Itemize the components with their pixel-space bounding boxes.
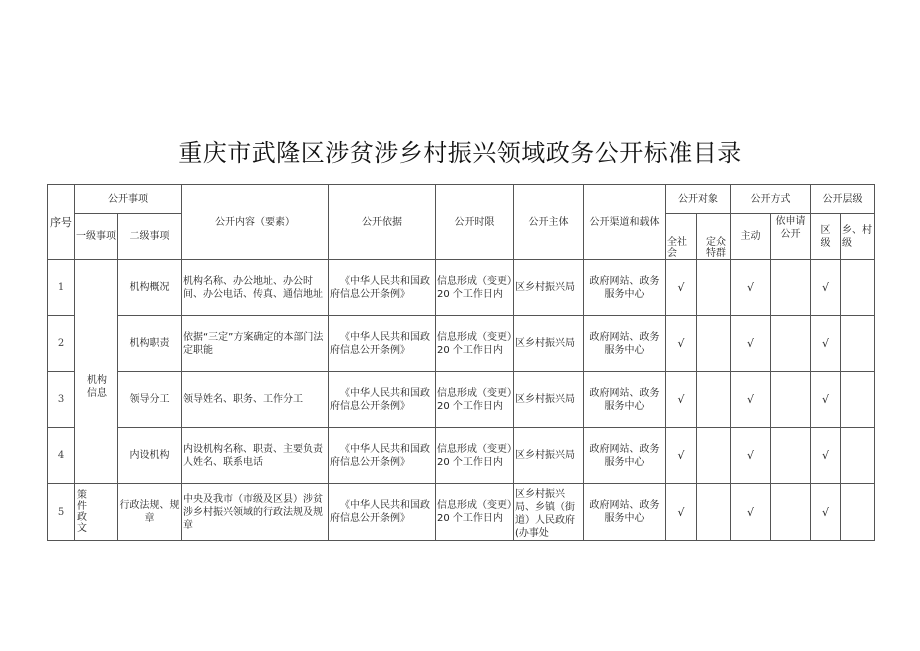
row-check-all: √ bbox=[666, 484, 697, 541]
row-check-all: √ bbox=[666, 428, 697, 484]
row-content: 领导姓名、职务、工作分工 bbox=[182, 372, 329, 428]
row-check-town bbox=[841, 372, 875, 428]
row-check-request bbox=[771, 484, 811, 541]
row-check-request bbox=[771, 316, 811, 372]
row-check-all: √ bbox=[666, 372, 697, 428]
header-basis: 公开依据 bbox=[329, 185, 436, 260]
header-level-district: 区级 bbox=[811, 214, 841, 260]
row-check-district: √ bbox=[811, 428, 841, 484]
header-row-1 bbox=[48, 185, 875, 214]
row-channel: 政府网站、政务服务中心 bbox=[584, 428, 666, 484]
row-channel: 政府网站、政务服务中心 bbox=[584, 372, 666, 428]
row-check-specific bbox=[697, 428, 731, 484]
row-check-specific bbox=[697, 484, 731, 541]
header-method-group: 公开方式 bbox=[731, 185, 811, 214]
table-row bbox=[48, 260, 875, 316]
row-seq: 1 bbox=[48, 260, 75, 316]
row-level2: 机构职责 bbox=[118, 316, 182, 372]
group-level1 bbox=[75, 260, 118, 484]
row-check-request bbox=[771, 372, 811, 428]
row-subject: 区乡村振兴局 bbox=[514, 260, 584, 316]
row-content: 内设机构名称、职责、主要负责人姓名、联系电话 bbox=[182, 428, 329, 484]
header-items-group: 公开事项 bbox=[75, 185, 182, 214]
row-content: 依据“三定”方案确定的本部门法定职能 bbox=[182, 316, 329, 372]
row-check-active: √ bbox=[731, 484, 771, 541]
header-target-group: 公开对象 bbox=[666, 185, 731, 214]
table-row bbox=[48, 428, 875, 484]
row-check-district: √ bbox=[811, 316, 841, 372]
row-check-specific bbox=[697, 260, 731, 316]
row-seq: 5 bbox=[48, 484, 75, 541]
table-row bbox=[48, 372, 875, 428]
row-check-active: √ bbox=[731, 316, 771, 372]
row-level2: 领导分工 bbox=[118, 372, 182, 428]
header-method-request: 依申请公开 bbox=[771, 214, 811, 260]
row-level2: 内设机构 bbox=[118, 428, 182, 484]
row-subject: 区乡村振兴局 bbox=[514, 428, 584, 484]
row-check-district: √ bbox=[811, 484, 841, 541]
row-check-district: √ bbox=[811, 260, 841, 316]
row-check-active: √ bbox=[731, 428, 771, 484]
row-check-town bbox=[841, 316, 875, 372]
row-level2: 机构概况 bbox=[118, 260, 182, 316]
row-time-limit: 信息形成（变更）20 个工作日内 bbox=[436, 428, 514, 484]
row-content: 中央及我市（市级及区县）涉贫涉乡村振兴领域的行政法规及规章 bbox=[182, 484, 329, 541]
row-basis: 《中华人民共和国政府信息公开条例》 bbox=[329, 372, 436, 428]
row-seq: 3 bbox=[48, 372, 75, 428]
row-check-town bbox=[841, 428, 875, 484]
row-check-active: √ bbox=[731, 260, 771, 316]
header-seq: 序号 bbox=[48, 185, 75, 260]
table-row bbox=[48, 316, 875, 372]
header-channel: 公开渠道和载体 bbox=[584, 185, 666, 260]
row-time-limit: 信息形成（变更）20 个工作日内 bbox=[436, 316, 514, 372]
header-level1: 一级事项 bbox=[75, 214, 118, 260]
row-check-district: √ bbox=[811, 372, 841, 428]
row-channel: 政府网站、政务服务中心 bbox=[584, 484, 666, 541]
row-check-specific bbox=[697, 316, 731, 372]
header-level-town: 乡、村级 bbox=[841, 214, 875, 260]
row-basis: 《中华人民共和国政府信息公开条例》 bbox=[329, 260, 436, 316]
row-time-limit: 信息形成（变更）20 个工作日内 bbox=[436, 484, 514, 541]
row-level2: 行政法规、规章 bbox=[118, 484, 182, 541]
row-check-request bbox=[771, 428, 811, 484]
header-level-group: 公开层级 bbox=[811, 185, 875, 214]
row-time-limit: 信息形成（变更）20 个工作日内 bbox=[436, 372, 514, 428]
row-basis: 《中华人民共和国政府信息公开条例》 bbox=[329, 316, 436, 372]
row-subject: 区乡村振兴局 bbox=[514, 316, 584, 372]
row-basis: 《中华人民共和国政府信息公开条例》 bbox=[329, 428, 436, 484]
row-seq: 2 bbox=[48, 316, 75, 372]
header-content: 公开内容（要素） bbox=[182, 185, 329, 260]
document-title: 重庆市武隆区涉贫涉乡村振兴领域政务公开标准目录 bbox=[178, 139, 742, 167]
row-check-specific bbox=[697, 372, 731, 428]
row-check-all: √ bbox=[666, 260, 697, 316]
header-level2: 二级事项 bbox=[118, 214, 182, 260]
row-channel: 政府网站、政务服务中心 bbox=[584, 260, 666, 316]
group-level1-policy: 策件政文 bbox=[75, 484, 118, 541]
header-target-specific: 定众特群 bbox=[697, 214, 731, 260]
row-check-town bbox=[841, 260, 875, 316]
row-seq: 4 bbox=[48, 428, 75, 484]
row-channel: 政府网站、政务服务中心 bbox=[584, 316, 666, 372]
header-method-active: 主动 bbox=[731, 214, 771, 260]
header-subject: 公开主体 bbox=[514, 185, 584, 260]
row-content: 机构名称、办公地址、办公时间、办公电话、传真、通信地址 bbox=[182, 260, 329, 316]
header-time-limit: 公开时限 bbox=[436, 185, 514, 260]
row-time-limit: 信息形成（变更）20 个工作日内 bbox=[436, 260, 514, 316]
table-row bbox=[48, 484, 875, 541]
row-check-active: √ bbox=[731, 372, 771, 428]
row-check-all: √ bbox=[666, 316, 697, 372]
row-check-request bbox=[771, 260, 811, 316]
row-basis: 《中华人民共和国政府信息公开条例》 bbox=[329, 484, 436, 541]
header-target-all: 全社会 bbox=[666, 214, 697, 260]
row-subject: 区乡村振兴局 bbox=[514, 372, 584, 428]
group-level1-label: 机构信息 bbox=[87, 374, 107, 399]
catalog-table bbox=[47, 184, 875, 541]
row-check-town bbox=[841, 484, 875, 541]
row-subject: 区乡村振兴局、乡镇（街道）人民政府(办事处 bbox=[514, 484, 584, 541]
